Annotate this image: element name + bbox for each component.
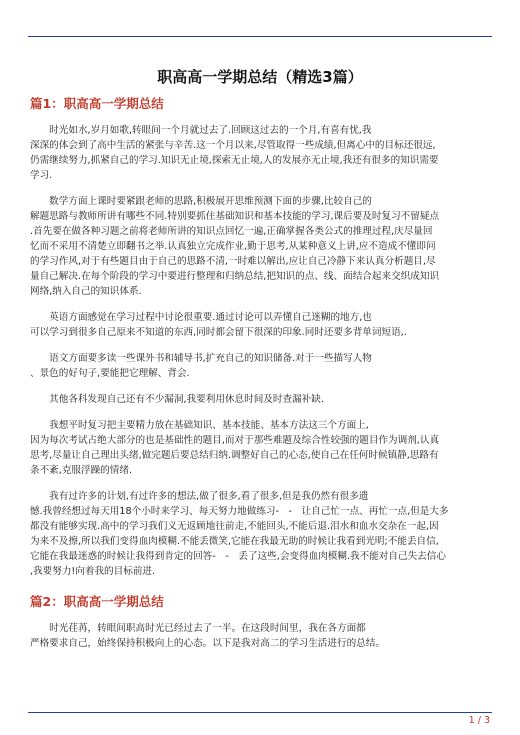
header-rule [28,36,492,37]
page-indicator: 1 / 3 [468,715,490,726]
paragraph-line: 网络,纳入自己的知识体系. [30,286,142,297]
paragraph [30,621,490,651]
paragraph-line: 可以学习到很多自己原来不知道的东西,同时都会留下很深的印象.同时还要多背单词短语,. [30,327,407,338]
paragraph-line: 思考,尽量让自己理出头绪,做完题后要总结归纳.调整好自己的心态,使自己在任何时候镇静,思路有 [30,450,439,461]
paragraph-line: 条不紊,克服浮躁的情绪. [30,465,133,476]
paragraph [30,194,490,299]
paragraph-line: 英语方面感觉在学习过程中讨论很重要.通过讨论可以弄懂自己迷糊的地方,也 [30,312,372,323]
paragraph-line: 它能在我最迷惑的时候让我得到肯定的回答- - 丢了这些,会变得血肉模糊.我不能对自己失去信心 [30,551,446,562]
paragraph-line: 学习. [30,170,53,181]
section-heading: 篇2：职高高一学期总结 [30,594,164,609]
paragraph-line: 憾.我曾经想过每天用18个小时来学习、每天努力地做练习- - 让自己忙一点、再忙一点,但是大多 [30,506,449,517]
paragraph-line: 解题思路与教师所讲有哪些不同.特别要抓住基础知识和基本技能的学习,课后要及时复习不留疑点 [30,211,440,222]
paragraph [30,351,490,381]
paragraph-line: 仍需继续努力,抓紧自己的学习.知识无止境,探索无止境,人的发展亦无止境,我还有很多的知识需要 [30,155,439,166]
paragraph-line: 其他各科发现自己还有不少漏洞,我要利用休息时间及时查漏补缺. [30,394,324,405]
paragraph [30,310,490,340]
paragraph-line: 因为每次考试占绝大部分的也是基础性的题目,而对于那些难题及综合性较强的题目作为调剂,认真 [30,435,440,446]
paragraph-line: 为来不及擦,所以我们变得血肉模糊.不能丢微笑,它能在我最无助的时候让我看到光明;不能丢自信, [30,536,439,547]
paragraph-line: 我有过许多的计划,有过许多的想法,做了很多,看了很多,但是我仍然有很多遗 [30,491,369,502]
document-title: 职高高一学期总结（精选3篇） [157,68,363,86]
paragraph-line: 忆而不采用不清楚立即翻书之举.认真独立完成作业,勤于思考,从某种意义上讲,应不造成不懂即问 [30,241,436,252]
paragraph-line: 我想平时复习把主要精力放在基础知识、基本技能、基本方法这三个方面上, [30,420,369,431]
paragraph [30,489,490,579]
paragraph-line: 、景色的好句子,要能把它理解、背会. [30,368,190,379]
paragraph-line: 严格要求自己，始终保持积极向上的心态。以下是我对高二的学习生活进行的总结。 [30,638,385,649]
paragraph-line: 都没有能够实现.高中的学习我们义无返顾地往前走,不能回头,不能后退.泪水和血水交杂在一起,因 [30,521,439,532]
paragraph-line: 语文方面要多读一些课外书和辅导书,扩充自己的知识储备.对于一些描写人物 [30,353,372,364]
paragraph-line: .首先要在做各种习题之前将老师所讲的知识点回忆一遍,正确掌握各类公式的推理过程,庆尽量回 [30,226,433,237]
paragraph-line: 时光荏苒，转眼间职高时光已经过去了一半。在这段时间里，我在各方面都 [30,623,366,634]
paragraph [30,123,490,183]
paragraph [30,392,490,407]
paragraph-line: 数学方面上课时要紧跟老师的思路,积极展开思维预测下面的步骤,比较自己的 [30,196,372,207]
paragraph-line: ,我要努力!向着我的目标前进. [30,566,156,577]
footer-rule [28,712,492,713]
paragraph-line: 时光如水,岁月如歌,转眼间一个月就过去了.回顾这过去的一个月,有喜有忧,我 [30,125,372,136]
document-body [30,96,490,662]
paragraph-line: 深深的体会到了高中生活的紧张与辛苦.这一个月以来,尽管取得一些成绩,但离心中的目标还很远, [30,140,436,151]
paragraph [30,418,490,478]
section-heading: 篇1：职高高一学期总结 [30,96,164,111]
paragraph-line: 量自己解决.在每个阶段的学习中要进行整理和归纳总结,把知识的点、线、面结合起来交织成知识 [30,271,440,282]
paragraph-line: 的学习作风,对于有些题目由于自己的思路不清,一时难以解出,应让自己冷静下来认真分析题目,尽 [30,256,436,267]
